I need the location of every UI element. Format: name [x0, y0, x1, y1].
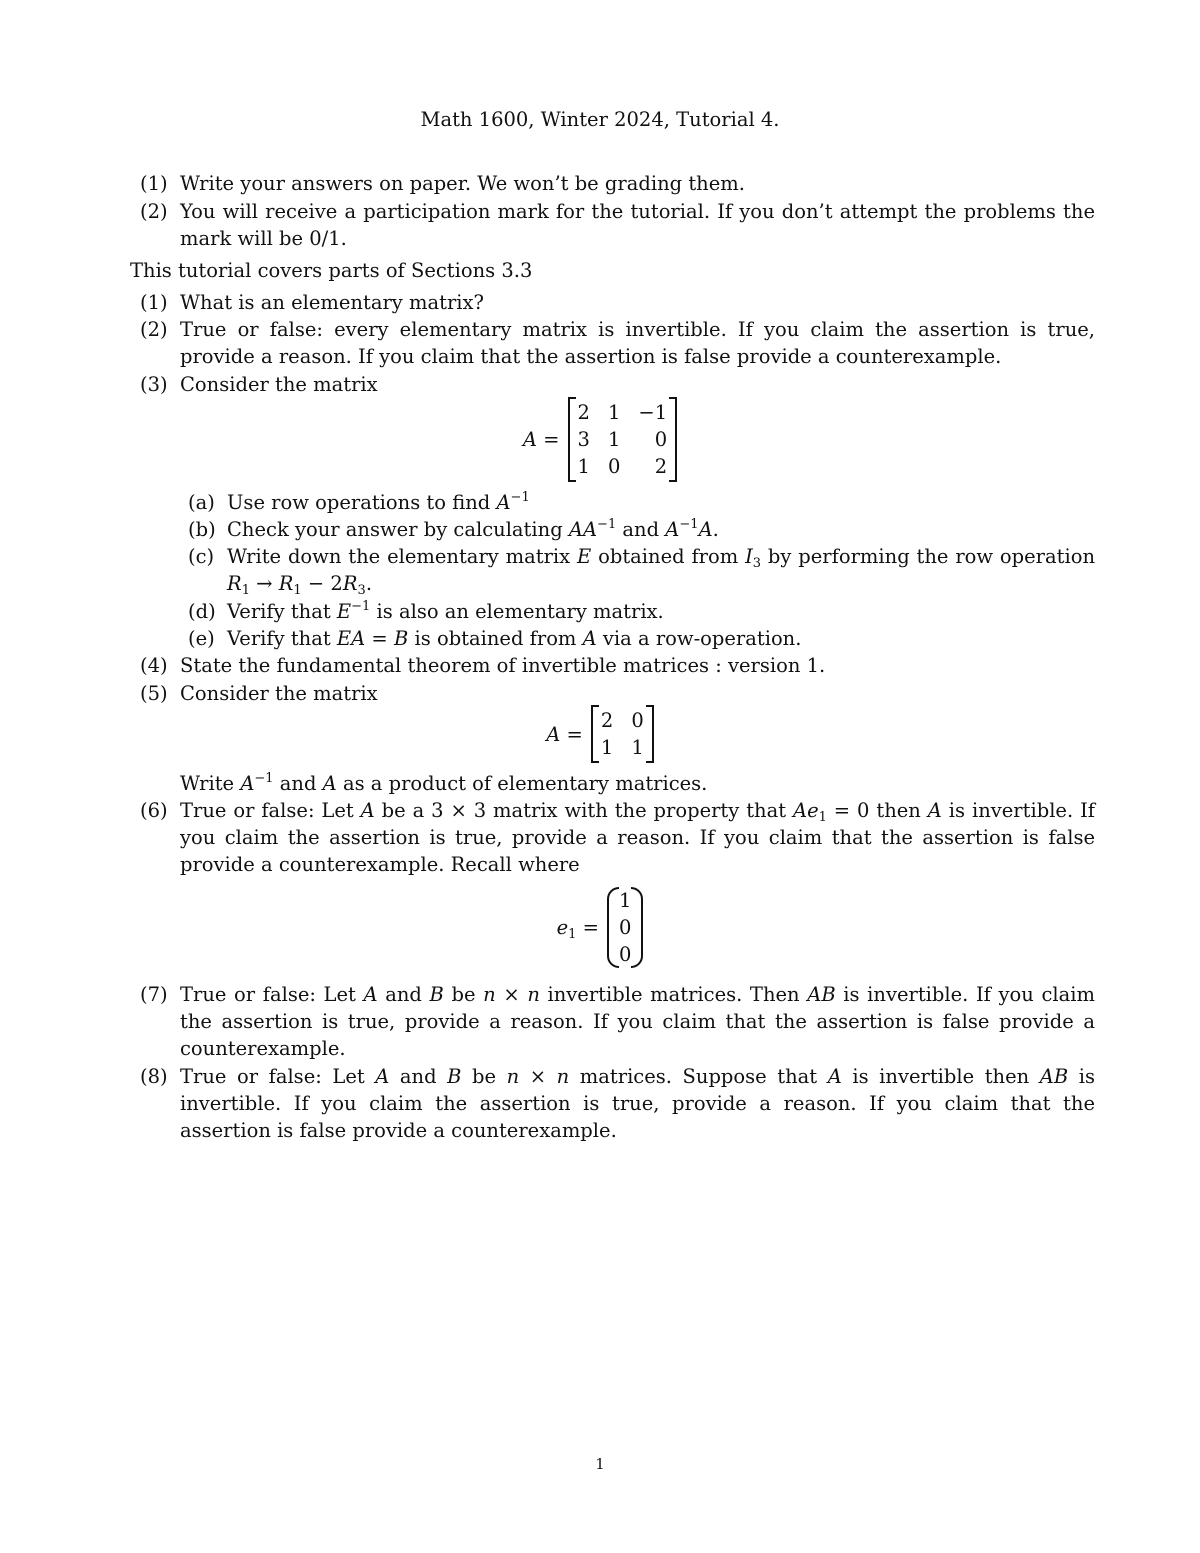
problem-number: (3): [140, 373, 168, 396]
left-bracket: [591, 705, 599, 763]
problem-6: [140, 797, 1095, 878]
problem-text: True or false: Let A and B be n × n invertible matrices. Then AB is invertible. If you claim the assertion is true, provide a reason. If you claim that the assertion is false provide a counterexample.: [180, 983, 1095, 1060]
instruction-item-1: [140, 170, 1095, 197]
matrix-cell: 1: [577, 455, 590, 478]
instruction-item-2: [140, 198, 1095, 252]
subpart-text: Use row operations to find $A^{-1}$: [227, 490, 530, 514]
problem-number: (8): [140, 1065, 168, 1088]
matrix-cell: 2: [600, 709, 614, 732]
matrix-display-3x3: [0, 397, 1200, 482]
subpart-e: [188, 625, 1095, 652]
matrix-label: A =: [522, 428, 560, 451]
vector-label: $e_1$ =: [556, 916, 599, 942]
subpart-b: [188, 516, 1095, 543]
matrix-cell: 1: [607, 428, 621, 451]
problem-text: What is an elementary matrix?: [180, 291, 484, 314]
vector-e1: [607, 887, 643, 968]
problem-2: [140, 316, 1095, 370]
problem-1: [140, 289, 1095, 316]
instruction-text: You will receive a participation mark for the tutorial. If you don’t attempt the problems the mark will be 0/1.: [180, 200, 1095, 250]
problem-3: [140, 371, 1095, 398]
right-parenthesis: [631, 887, 643, 968]
vector-entry: 0: [618, 916, 632, 939]
problem-8: [140, 1063, 1095, 1144]
subpart-d: [188, 598, 1095, 625]
right-bracket: [646, 705, 654, 763]
problem-number: (1): [140, 291, 168, 314]
problem-text: State the fundamental theorem of invertible matrices : version 1.: [180, 654, 826, 677]
subpart-a: [188, 489, 1095, 516]
problem-text: True or false: Let A be a 3 × 3 matrix with the property that $Ae_1 = 0$ then A is invertible. If you claim the assertion is true, provide a reason. If you claim that the assertion is false provide a counterexample. Recall where: [180, 799, 1095, 876]
left-bracket: [568, 397, 576, 482]
problem-text: True or false: Let A and B be n × n matrices. Suppose that A is invertible then AB is invertible. If you claim the assertion is true, provide a reason. If you claim that the assertion is false provide a counterexample.: [180, 1065, 1095, 1142]
matrix-cell: 0: [631, 709, 644, 732]
matrix-cell: 2: [577, 401, 590, 424]
page-number: 1: [595, 1455, 605, 1473]
page-title: Math 1600, Winter 2024, Tutorial 4.: [420, 108, 780, 131]
matrix-label: A =: [546, 722, 583, 746]
vector-entry: 0: [618, 943, 632, 966]
problem-number: (6): [140, 799, 168, 822]
subpart-text: Verify that EA = B is obtained from A via a row-operation.: [227, 627, 802, 650]
instruction-number: (2): [140, 200, 168, 223]
matrix-cell: 1: [631, 736, 644, 759]
coverage-text: This tutorial covers parts of Sections 3.3: [130, 259, 533, 282]
matrix-cell: 1: [600, 736, 614, 759]
vector-entry: 1: [618, 889, 632, 912]
matrix-cell: 1: [607, 401, 621, 424]
subpart-number: (d): [188, 600, 216, 623]
matrix-a-3x3: [568, 397, 678, 482]
problem-number: (2): [140, 318, 168, 341]
problem-number: (5): [140, 682, 168, 705]
subpart-number: (b): [188, 518, 216, 541]
subpart-text: Check your answer by calculating $AA^{-1}$ and $A^{-1}A$.: [227, 517, 719, 541]
subpart-text: Write down the elementary matrix E obtained from $I_3$ by performing the row operation $R_1 \to R_1 - 2R_3$.: [227, 545, 1096, 598]
problem-4: [140, 652, 1095, 679]
matrix-cell: 0: [654, 428, 668, 451]
vector-display: [0, 887, 1200, 968]
matrix-cell: 2: [654, 455, 668, 478]
instruction-number: (1): [140, 172, 168, 195]
problem-number: (7): [140, 983, 168, 1006]
subpart-text: Verify that $E^{-1}$ is also an elementary matrix.: [227, 599, 664, 623]
problem-7: [140, 981, 1095, 1062]
subpart-number: (c): [188, 545, 215, 568]
matrix-cell: −1: [638, 401, 668, 424]
matrix-cell: 0: [607, 455, 621, 478]
problem-text: True or false: every elementary matrix is invertible. If you claim the assertion is true, provide a reason. If you claim that the assertion is false provide a counterexample.: [180, 318, 1095, 368]
problem-text: Consider the matrix: [180, 373, 378, 396]
problem-number: (4): [140, 654, 168, 677]
matrix-a-2x2: [591, 705, 654, 763]
problem-text: Consider the matrix: [180, 682, 378, 705]
left-parenthesis: [607, 887, 619, 968]
right-bracket: [669, 397, 677, 482]
problem-5-followup: Write $A^{-1}$ and A as a product of elementary matrices.: [180, 771, 708, 795]
instruction-text: Write your answers on paper. We won’t be grading them.: [180, 172, 745, 195]
matrix-cell: 3: [577, 428, 590, 451]
problem-5: [140, 680, 1095, 707]
matrix-display-2x2: [0, 705, 1200, 763]
subpart-number: (e): [188, 627, 215, 650]
subpart-c: [188, 543, 1095, 597]
subpart-number: (a): [188, 491, 215, 514]
